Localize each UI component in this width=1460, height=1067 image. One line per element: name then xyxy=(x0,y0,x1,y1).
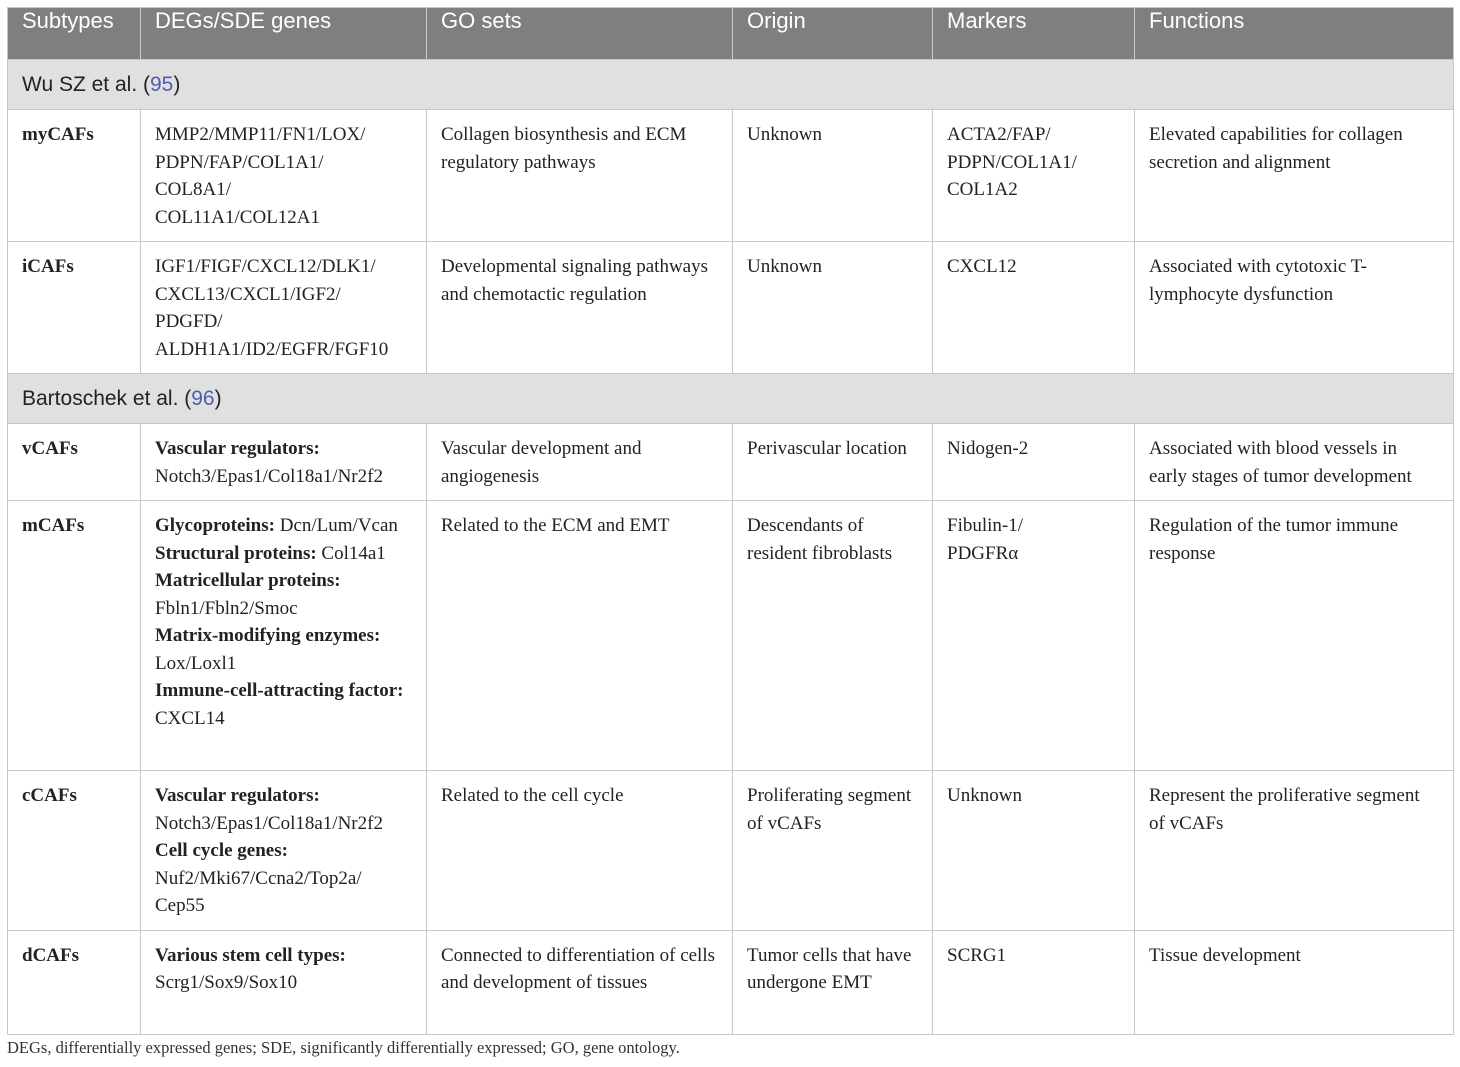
table-row xyxy=(8,110,1454,242)
origin-cell: Descendants of resident fibroblasts xyxy=(733,501,933,771)
header-functions: Functions xyxy=(1135,8,1454,60)
genes-cell: Various stem cell types: Scrg1/Sox9/Sox10 xyxy=(141,930,427,1034)
origin-cell: Unknown xyxy=(733,110,933,242)
subtype-cell: vCAFs xyxy=(8,424,141,501)
table-row xyxy=(8,501,1454,771)
citation-link[interactable]: 96 xyxy=(191,386,215,410)
go-cell: Developmental signaling pathways and chemotactic regulation xyxy=(427,242,733,374)
functions-cell: Represent the proliferative segment of vCAFs xyxy=(1135,771,1454,931)
markers-cell: Fibulin-1/ PDGFRα xyxy=(933,501,1135,771)
functions-cell: Associated with blood vessels in early stages of tumor development xyxy=(1135,424,1454,501)
functions-cell: Regulation of the tumor immune response xyxy=(1135,501,1454,771)
markers-cell: ACTA2/FAP/ PDPN/COL1A1/ COL1A2 xyxy=(933,110,1135,242)
origin-cell: Tumor cells that have undergone EMT xyxy=(733,930,933,1034)
table-row xyxy=(8,930,1454,1034)
header-origin: Origin xyxy=(733,8,933,60)
subtype-cell: iCAFs xyxy=(8,242,141,374)
group-row-bartoschek xyxy=(8,374,1454,424)
functions-cell: Associated with cytotoxic T-lymphocyte dysfunction xyxy=(1135,242,1454,374)
genes-cell: Vascular regulators: Notch3/Epas1/Col18a1/Nr2f2 xyxy=(141,424,427,501)
go-cell: Connected to differentiation of cells and development of tissues xyxy=(427,930,733,1034)
markers-cell: SCRG1 xyxy=(933,930,1135,1034)
subtype-cell: dCAFs xyxy=(8,930,141,1034)
subtype-cell: mCAFs xyxy=(8,501,141,771)
header-markers: Markers xyxy=(933,8,1135,60)
subtype-cell: cCAFs xyxy=(8,771,141,931)
genes-cell: MMP2/MMP11/FN1/LOX/ PDPN/FAP/COL1A1/ COL8A1/ COL11A1/COL12A1 xyxy=(141,110,427,242)
subtype-cell: myCAFs xyxy=(8,110,141,242)
functions-cell: Tissue development xyxy=(1135,930,1454,1034)
genes-cell: Glycoproteins: Dcn/Lum/Vcan Structural proteins: Col14a1 Matricellular proteins: Fbln1/Fbln2/Smoc Matrix-modifying enzymes: Lox/Loxl1 Immune-cell-attracting factor: CXCL14 xyxy=(141,501,427,771)
go-cell: Related to the ECM and EMT xyxy=(427,501,733,771)
origin-cell: Proliferating segment of vCAFs xyxy=(733,771,933,931)
origin-cell: Perivascular location xyxy=(733,424,933,501)
go-cell: Collagen biosynthesis and ECM regulatory pathways xyxy=(427,110,733,242)
markers-cell: CXCL12 xyxy=(933,242,1135,374)
header-row xyxy=(8,8,1454,60)
header-subtypes: Subtypes xyxy=(8,8,141,60)
functions-cell: Elevated capabilities for collagen secretion and alignment xyxy=(1135,110,1454,242)
markers-cell: Nidogen-2 xyxy=(933,424,1135,501)
group-label-bartoschek: Bartoschek et al. (96) xyxy=(8,374,1454,424)
citation-link[interactable]: 95 xyxy=(149,72,174,96)
genes-cell: IGF1/FIGF/CXCL12/DLK1/ CXCL13/CXCL1/IGF2/ PDGFD/ ALDH1A1/ID2/EGFR/FGF10 xyxy=(141,242,427,374)
table-row xyxy=(8,771,1454,931)
group-row-wu xyxy=(8,60,1454,110)
table-row xyxy=(8,242,1454,374)
caf-subtypes-table xyxy=(7,7,1454,1035)
go-cell: Vascular development and angiogenesis xyxy=(427,424,733,501)
origin-cell: Unknown xyxy=(733,242,933,374)
markers-cell: Unknown xyxy=(933,771,1135,931)
header-go-sets: GO sets xyxy=(427,8,733,60)
go-cell: Related to the cell cycle xyxy=(427,771,733,931)
header-genes: DEGs/SDE genes xyxy=(141,8,427,60)
genes-cell: Vascular regulators: Notch3/Epas1/Col18a1/Nr2f2 Cell cycle genes: Nuf2/Mki67/Ccna2/Top2a/ Cep55 xyxy=(141,771,427,931)
table-footnote: DEGs, differentially expressed genes; SDE, significantly differentially expressed; GO, gene ontology. xyxy=(7,1038,680,1057)
group-label-wu: Wu SZ et al. (95) xyxy=(8,60,1454,110)
table-row xyxy=(8,424,1454,501)
